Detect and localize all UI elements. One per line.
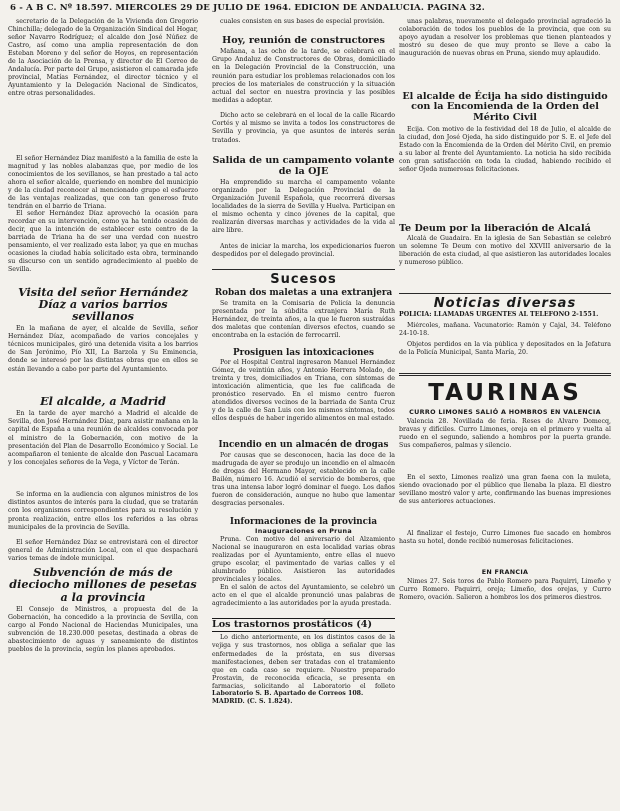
- column-middle: [212, 18, 395, 805]
- divider: [399, 293, 611, 294]
- article-paragraph: En el sexto, Limones realizó una gran faena con la muleta, siendo ovacionado por el público que llenaba la plaza. El diestro sevillano mostró valor y arte, confirmando las buenas impresiones de sus anteriores actuaciones.: [399, 474, 611, 506]
- article-paragraph: Miércoles, mañana. Vacunatorio: Ramón y Cajal, 34. Teléfono 24-10-18.: [399, 322, 611, 338]
- column-left: [8, 18, 198, 805]
- article-paragraph: Por causas que se desconocen, hacia las doce de la madrugada de ayer se produjo un incendio en el almacén de drogas del Hermano Mayor, establecido en la calle Bailén, número 16. Acudió el servicio de bomberos, que tras una intensa labor logró dominar el fuego. Los daños fueron de consideración, aunque no hubo que lamentar desgracias personales.: [212, 451, 395, 507]
- article-paragraph: Mañana, a las ocho de la tarde, se celebrará en el Grupo Andaluz de Constructores de Obras, domiciliado en la Delegación Provincial de la Construcción, una reunión para estudiar los problemas relacionados con los precios de los materiales de construcción y la situación actual del sector en nuestra provincia y las posibles medidas a adoptar.: [212, 48, 395, 104]
- article-paragraph: Alcalá de Guadaíra. En la iglesia de San Sebastián se celebró un solemne Te Deum con motivo del XXVIII aniversario de la liberación de esta ciudad, al que asistieron las autoridades locales y numeroso público.: [399, 235, 611, 267]
- ad-box-prostaticos: [212, 618, 395, 632]
- headline-te-deum: Te Deum por la liberación de Alcalá: [399, 223, 591, 235]
- column-right: [399, 18, 611, 805]
- notice-policia: POLICIA: LLAMADAS URGENTES AL TELEFONO 2-1551.: [399, 311, 599, 319]
- headline-ecija: El alcalde de Écija ha sido distinguido con la Encomienda de la Orden del Mérito Civil: [402, 91, 608, 123]
- article-paragraph: El señor Hernández Díaz aprovechó la ocasión para recordar en su intervención, como ya ha tenido ocasión de decir, que la intención de establecer este centro de la barriada de Triana ha de ser una verdad con nuestro pensamiento, el ver realizado esta labor, ya que en muchas ocasiones la ciudad había solicitado esta obra, terminando su discurso con un sentido agradecimiento al pueblo de Sevilla.: [8, 210, 198, 274]
- divider: [212, 269, 395, 270]
- section-noticias: Noticias diversas: [433, 296, 577, 312]
- article-paragraph: secretario de la Delegación de la Vivienda don Gregorio Chinchilla; delegado de la Organización Sindical del Hogar, señor Navarro Rodríguez; el alcalde don José Núñez de Castro, así como una amplia representación de don Esteban Moreno y del señor de Hoyos, en representación de la Asociación de la Prensa, y director de El Correo de Andalucía. Por parte del Grupo, asistieron el camarada jefe provincial, Matías Fernández, el director técnico y el Ayuntamiento y la Delegación Nacional de Sindicatos, entre otras personalidades.: [8, 18, 198, 98]
- article-paragraph: Lo dicho anteriormente, en los distintos casos de la vejiga y sus trastornos, nos obliga a señalar que las enfermedades de la próstata, en sus diversas manifestaciones, deben ser tratadas con el tratamiento que en cada caso se requiere. Nuestro preparado Prostavin, de reconocida eficacia, se presenta en farmacias, solicitando al Laboratorio el folleto: [212, 634, 395, 690]
- article-paragraph: Se tramita en la Comisaría de Policía la denuncia presentada por la súbdita extranjera María Ruth Hernández, de treinta años, a la que le fueron sustraídas dos maletas que contenían diversos efectos, cuando se encontraba en la estación de ferrocarril.: [212, 299, 395, 339]
- article-paragraph: Objetos perdidos en la vía pública y depositados en la Jefatura de la Policía Municipal, Santa María, 20.: [399, 341, 611, 357]
- headline-curro-limones: CURRO LIMONES SALIÓ A HOMBROS EN VALENCIA: [409, 408, 601, 417]
- article-paragraph: En la tarde de ayer marchó a Madrid el alcalde de Sevilla, don José Hernández Díaz, para asistir mañana en la capital de España a una reunión de alcaldes convocada por el ministro de la Gobernación, con motivo de la presentación del Plan de Desarrollo Económico y Social. Le acompañaron el teniente de alcalde don Pascual Lacamara y los concejales señores de la Vega, y Víctor de Terán.: [8, 410, 198, 466]
- divider: [399, 373, 611, 376]
- article-paragraph: Por el Hospital Central ingresaron Manuel Hernández Gómez, de veintiún años, y Antonio Herrera Molado, de treinta y tres, domiciliados en Triana, con síntomas de intoxicación alimenticia, que les fue calificada de pronóstico reservado. En el mismo centro fueron atendidos diversos vecinos de la barriada de Santa Cruz y de la calle de San Luis con los mismos síntomas, todos ellos después de haber ingerido alimentos en mal estado.: [212, 359, 395, 423]
- section-sucesos: Sucesos: [270, 272, 337, 288]
- headline-alcalde-madrid: El alcalde, a Madrid: [40, 394, 166, 409]
- article-paragraph: El Consejo de Ministros, a propuesta del de la Gobernación, ha concedido a la provincia de Sevilla, con cargo al Fondo Nacional de Haciendas Municipales, una subvención de 18.230.000 pesetas, destinada a obras de abastecimiento de aguas y saneamiento de distintos pueblos de la provincia, según los planes aprobados.: [8, 605, 198, 653]
- article-paragraph: En el salón de actos del Ayuntamiento, se celebró un acto en el que el alcalde pronunció unas palabras de agradecimiento a las autoridades por la ayuda prestada.: [212, 584, 395, 608]
- article-paragraph: Dicho acto se celebrará en el local de la calle Ricardo Cortés y al mismo se invita a todos los constructores de Sevilla y provincia, ya que asuntos de interés serán tratados.: [212, 112, 395, 144]
- article-paragraph: Pruna. Con motivo del aniversario del Alzamiento Nacional se inauguraron en esta localidad varias obras realizadas por el Ayuntamiento, entre ellas el nuevo grupo escolar, el pavimentado de varias calles y el alumbrado público. Asistieron las autoridades provinciales y locales.: [212, 536, 395, 584]
- article-paragraph: Écija. Con motivo de la festividad del 18 de Julio, el alcalde de la ciudad, don José Ojeda, ha sido distinguido por S. E. el Jefe del Estado con la Encomienda de la Orden del Mérito Civil, en premio a su labor al frente del Ayuntamiento. La noticia ha sido recibida con gran satisfacción en toda la ciudad, habiendo recibido el señor Ojeda numerosas felicitaciones.: [399, 126, 611, 174]
- article-paragraph: unas palabras, nuevamente el delegado provincial agradeció la colaboración de todos los pueblos de la provincia, que con su apoyo ayudan a resolver los problemas que tienen planteados y mostró su deseo de que muy pronto se lleve a cabo la inauguración de nuevas obras en Pruna, siendo muy aplaudido.: [399, 18, 611, 58]
- headline-en-francia: EN FRANCIA: [481, 568, 529, 577]
- article-paragraph: Ha emprendido su marcha el campamento volante organizado por la Delegación Provincial de la Organización Juvenil Española, que recorrerá diversas localidades de la sierra de Sevilla y Huelva. Participan en el mismo ochenta y cinco jóvenes de la capital, que realizarán diversas marchas y actividades de la vida al aire libre.: [212, 179, 395, 235]
- page-header: 6 - A B C. Nº 18.597. MIERCOLES 29 DE JULIO DE 1964. EDICION DE ANDALUCIA. PAGINA 32.: [10, 3, 485, 13]
- article-paragraph: Al finalizar el festejo, Curro Limones fue sacado en hombros hasta su hotel, donde recibió numerosas felicitaciones.: [399, 530, 611, 546]
- headline-prostaticos: Los trastornos prostáticos (4): [212, 619, 373, 631]
- article-paragraph: El señor Hernández Díaz manifestó a la familia de este la magnitud y las nobles alabanzas que, por medio de los conocimientos de los sevillanos, se han prestado a tal acto ahora el señor alcalde, queriendo en nombre del municipio y de la ciudad reconocer al mencionado grupo el esfuerzo de las ventajas realizadas, que con tan generoso fruto tendrán en el barrio de Triana.: [8, 155, 198, 210]
- headline-subvencion: Subvención de más de dieciocho millones de pesetas a la provincia: [9, 565, 197, 604]
- article-paragraph: Valencia 28. Novillada de feria. Reses de Álvaro Domecq, bravas y difíciles. Curro Limones, oreja en el primero y vuelta al ruedo en el segundo, saliendo a hombros por la puerta grande. Sus compañeros, palmas y silencio.: [399, 418, 611, 450]
- article-paragraph: Se informa en la audiencia con algunos ministros de los distintos asuntos de interés para la ciudad, que se tratarán con los organismos correspondientes para su resolución y pronta realización, entre ellos los referidos a las obras municipales de la provincia de Sevilla.: [8, 491, 198, 531]
- article-paragraph: Antes de iniciar la marcha, los expedicionarios fueron despedidos por el delegado provincial.: [212, 243, 395, 259]
- headline-campamento-oje: Salida de un campamento volante de la OJE: [212, 155, 395, 177]
- headline-incendio: Incendio en un almacén de drogas: [218, 440, 389, 451]
- article-paragraph: El señor Hernández Díaz se entrevistará con el director general de Administración Local, con el que despachará varios temas de índole municipal.: [8, 539, 198, 563]
- headline-constructores: Hoy, reunión de constructores: [222, 35, 385, 46]
- headline-intoxicaciones: Prosiguen las intoxicaciones: [233, 347, 374, 358]
- headline-visita: Visita del señor Hernández Díaz a varios barrios sevillanos: [18, 285, 188, 324]
- article-paragraph: En la mañana de ayer, el alcalde de Sevilla, señor Hernández Díaz, acompañado de varios concejales y técnicos municipales, giró una detenida visita a los barrios de San Jerónimo, Pío XII, La Barzola y Su Eminencia, donde se interesó por las distintas obras que en ellos se están llevando a cabo por parte del Ayuntamiento.: [8, 325, 198, 373]
- headline-provincia: Informaciones de la provincia: [229, 516, 378, 527]
- headline-maletas: Roban dos maletas a una extranjera: [214, 288, 393, 299]
- subheadline-pruna: Inauguraciones en Pruna: [255, 527, 352, 536]
- ad-address: Laboratorio S. B. Apartado de Correos 108. MADRID. (C. S. 1.824).: [212, 690, 364, 706]
- section-taurinas: TAURINAS: [428, 380, 582, 407]
- article-paragraph: Nimes 27. Seis toros de Pablo Romero para Paquirri, Limeño y Curro Romero. Paquirri, oreja; Limeño, dos orejas, y Curro Romero, ovación. Salieron a hombros los dos primeros diestros.: [399, 578, 611, 602]
- article-paragraph: cuales consisten en sus bases de especial provisión.: [220, 18, 385, 25]
